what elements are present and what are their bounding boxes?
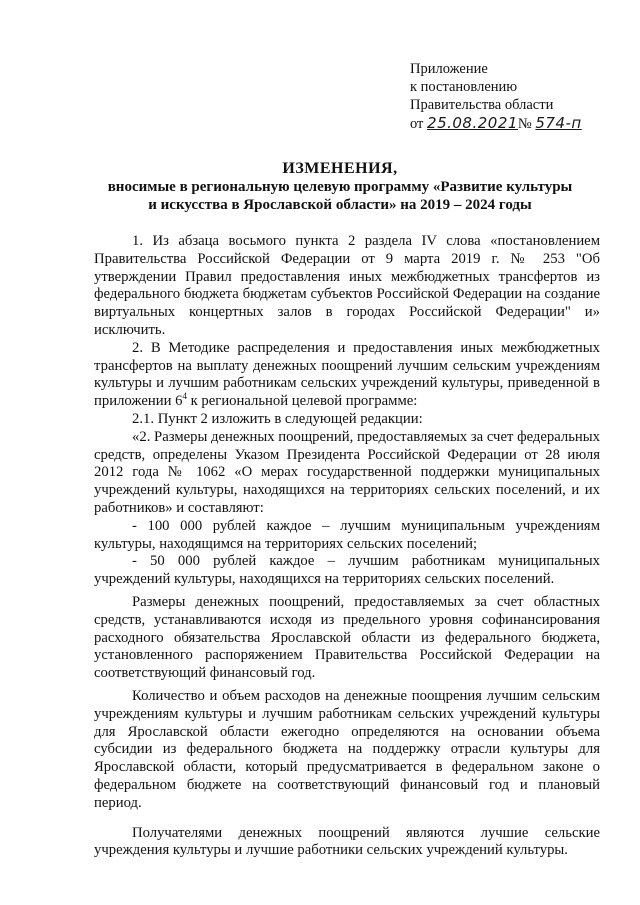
approval-block [410, 60, 620, 133]
number-label: № [517, 116, 532, 132]
title-line-2: вносимые в региональную целевую программу «Развитие культуры [107, 179, 573, 195]
approval-line-government: Правительства области [410, 97, 554, 113]
paragraph-quantity-volume: Количество и объем расходов на денежные поощрения лучшим сельским учреждениям культуры и лучшим работникам сельских учреждений культуры для Ярославской области ежегодно определяются на основании объема субсидии из федерального бюджета на поддержку отрасли культуры для Ярославской области, который предусматривается в федеральном законе о федеральном бюджете на соответствующий финансовый год и плановый период. [94, 687, 600, 811]
title-main: ИЗМЕНЕНИЯ, [282, 160, 398, 177]
paragraph-regional-funds: Размеры денежных поощрений, предоставляемых за счет областных средств, устанавливаются исходя из предельного уровня софинансирования расходного обязательства Ярославской области из федерального бюджета, установленного распоряжением Правительства Российской Федерации на соответствующий финансовый год. [94, 593, 600, 682]
paragraph-2: 2. В Методике распределения и предоставления иных межбюджетных трансфертов на выплату денежных поощрений лучшим сельским учреждениям культуры и лучшим работникам сельских учреждений культуры, приведенной в приложении $6^4$ к региональной целевой программе: [94, 339, 600, 410]
paragraph-2-1: 2.1. Пункт 2 изложить в следующей редакции: [132, 410, 423, 427]
list-item-100000: - 100 000 рублей каждое – лучшим муниципальным учреждениям культуры, находящимся на территориях сельских поселений; [94, 517, 600, 552]
approval-line-resolution: к постановлению [410, 79, 518, 95]
paragraph-point-2: «2. Размеры денежных поощрений, предоставляемых за счет федеральных средств, определены Указом Президента Российской Федерации от 28 июля 2012 года № 1062 «О мерах государственной поддержки муниципальных учреждений культуры, находящихся на территориях сельских поселений, и их работников» и составляют: [94, 428, 600, 516]
superscript-4: 4 [182, 391, 187, 402]
approval-line-date [410, 114, 620, 133]
title-line-3: и искусства в Ярославской области» на 2019 – 2024 годы [148, 197, 532, 213]
date-prefix: от [410, 116, 424, 132]
document-body [94, 233, 600, 860]
handwritten-date: 25.08.2021 [427, 114, 518, 132]
paragraph-recipients: Получателями денежных поощрений являются лучшие сельские учреждения культуры и лучшие работники сельских учреждений культуры. [94, 824, 600, 859]
document-title [60, 160, 620, 214]
list-item-50000: - 50 000 рублей каждое – лучшим работникам муниципальных учреждений культуры, находящихся на территориях сельских поселений. [94, 553, 600, 588]
paragraph-1: 1. Из абзаца восьмого пункта 2 раздела IV слова «постановлением Правительства Российской Федерации от 9 марта 2019 г. № 253 "Об утверждении Правил предоставления иных межбюджетных трансфертов из федерального бюджета бюджетам субъектов Российской Федерации на создание виртуальных концертных залов в городах Российской Федерации" и» исключить. [94, 233, 600, 338]
approval-line-appendix: Приложение [410, 61, 488, 77]
handwritten-number: 574-п [535, 114, 582, 132]
